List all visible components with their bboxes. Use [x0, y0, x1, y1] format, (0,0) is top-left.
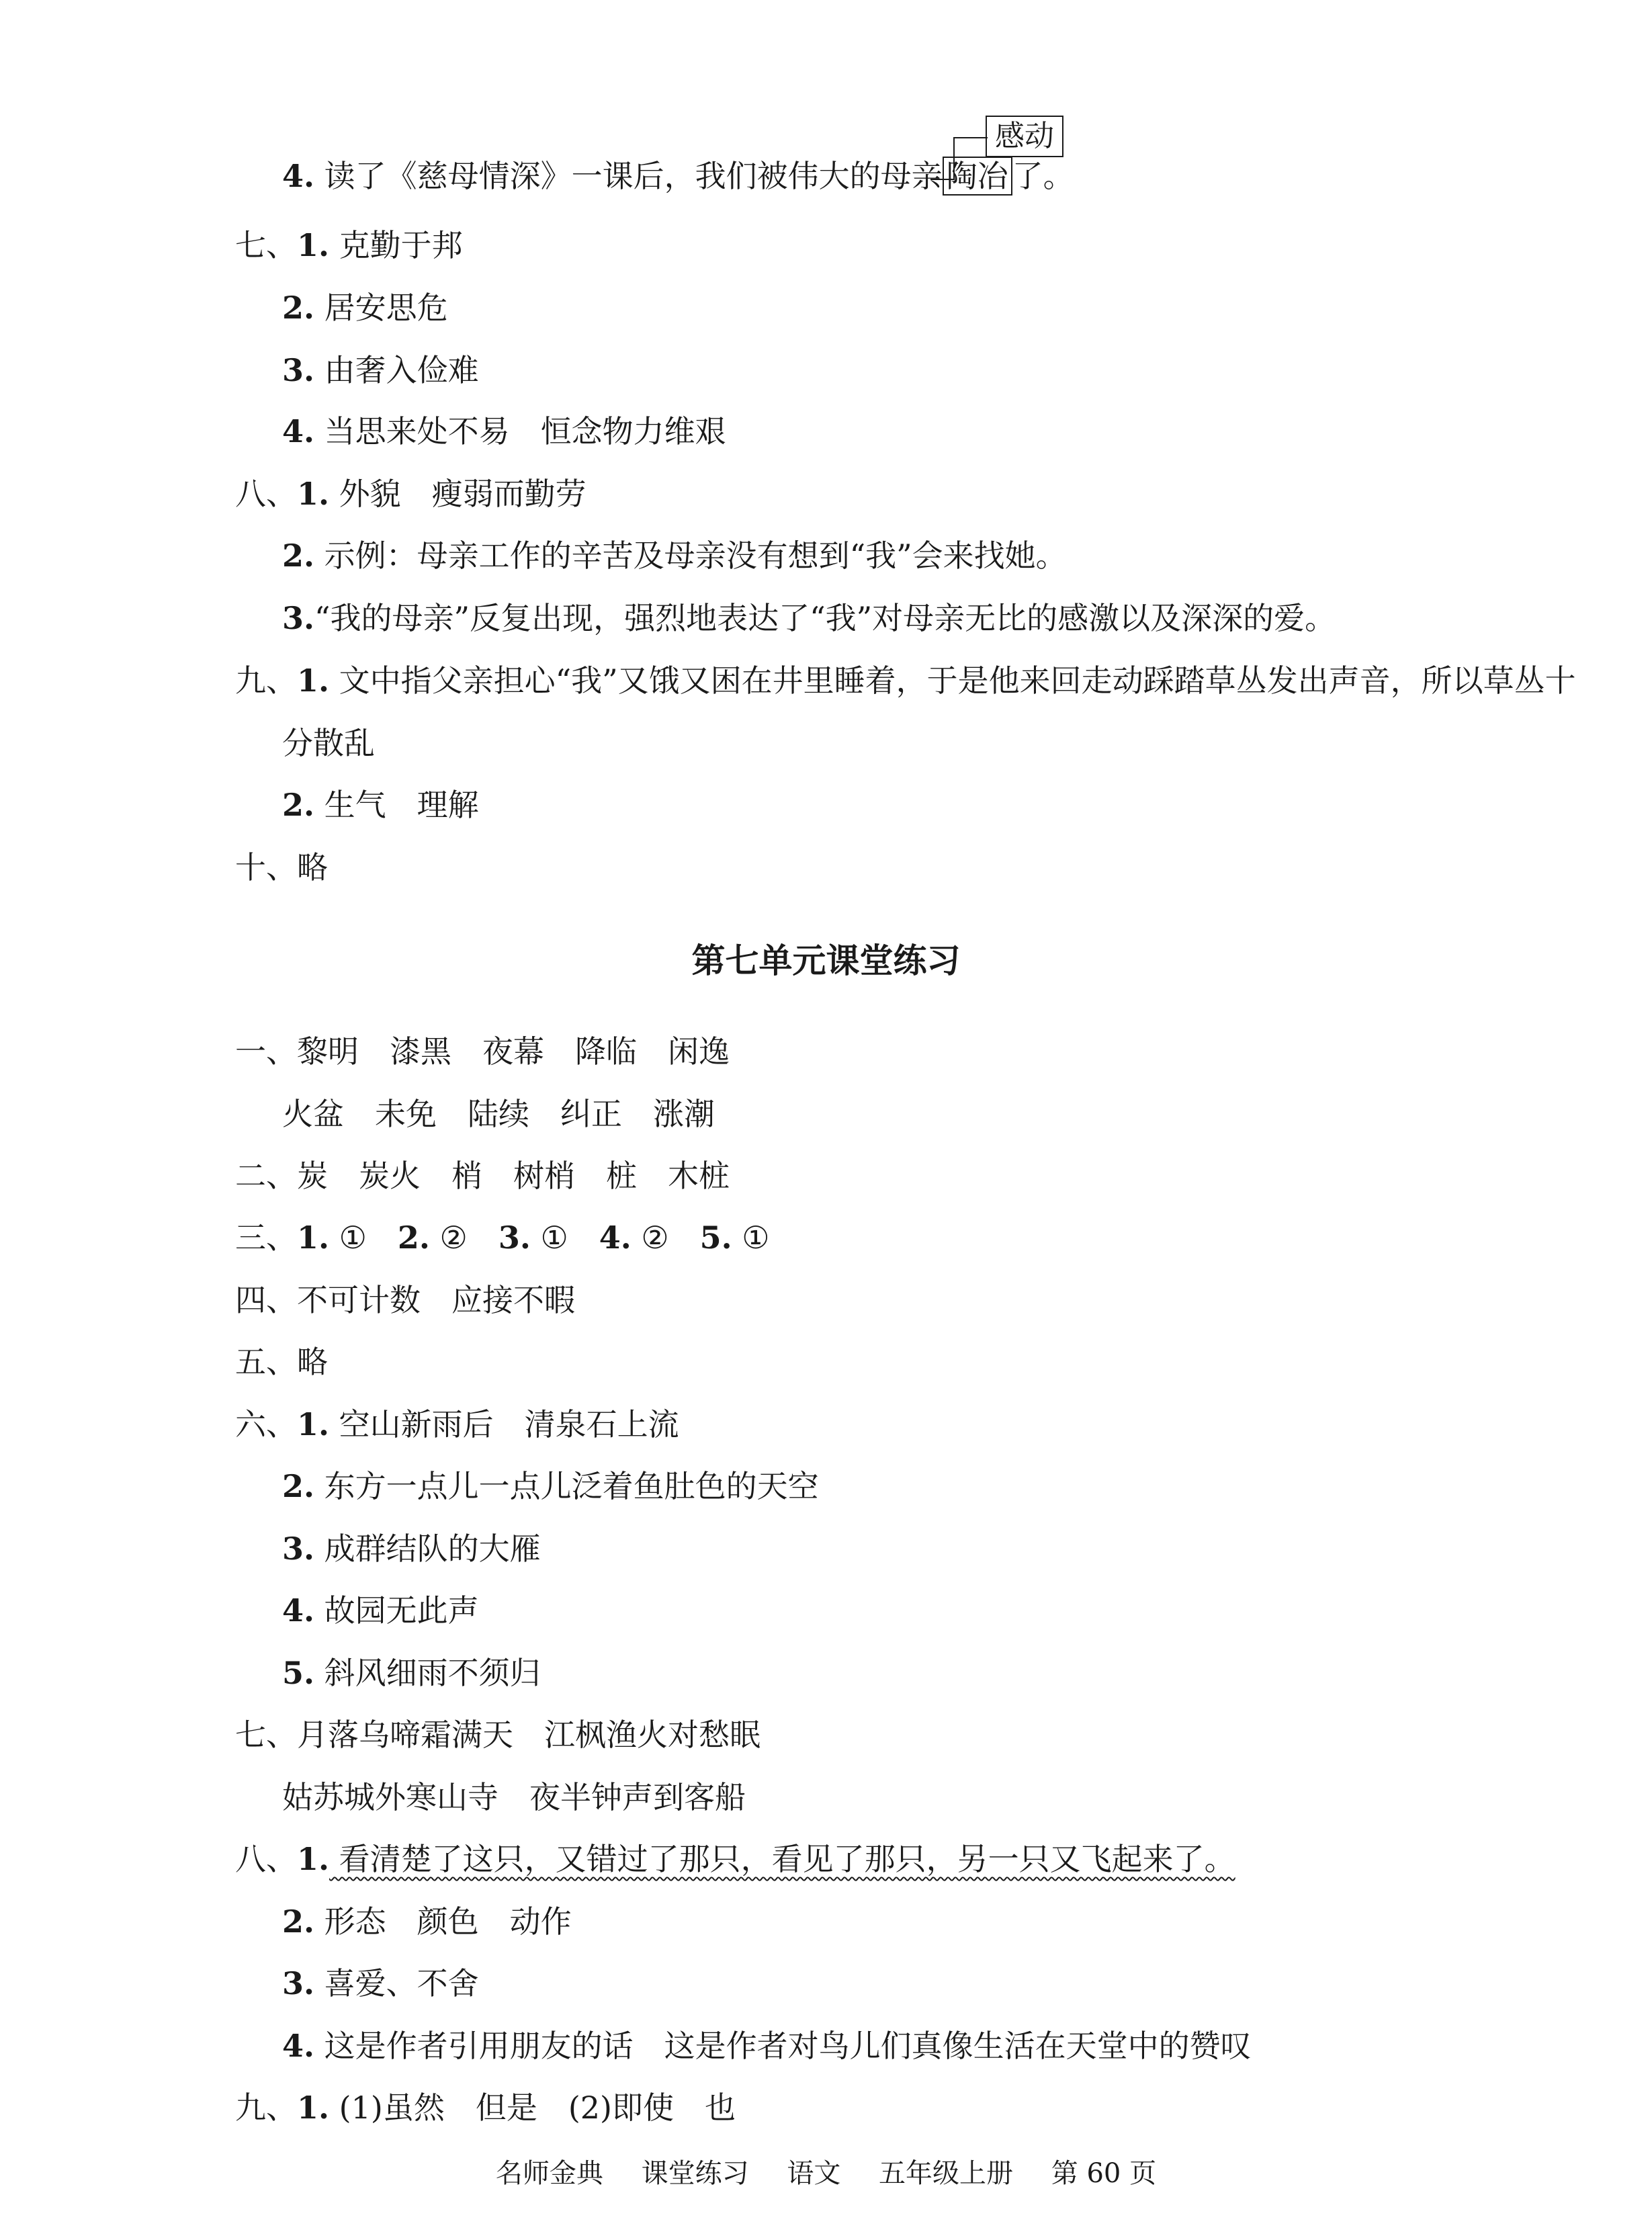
answer-text: 形态 颜色 动作 [314, 1903, 572, 1940]
u-answer-8-3 [282, 1963, 479, 2004]
answer-text: ① [530, 1219, 599, 1256]
answer-8-3 [282, 598, 1336, 638]
answer-text: 成群结队的大雁 [314, 1531, 541, 1567]
section-head: 七、 [235, 227, 297, 263]
answer-9-1-cont: 分散乱 [282, 725, 375, 761]
answer-text: ② [429, 1219, 498, 1256]
answer-6-4 [282, 156, 1074, 196]
answer-7-2 [282, 288, 448, 328]
u-answer-7-line2: 姑苏城外寒山寺 夜半钟声到客船 [282, 1779, 746, 1815]
item-number: 2. [282, 537, 315, 574]
footer-publisher: 名师金典 [495, 2158, 603, 2189]
u-answer-9-1 [235, 2088, 736, 2128]
footer-page-number: 第 60 页 [1051, 2158, 1157, 2189]
wavy-underlined-sentence: 看清楚了这只，又错过了那只，看见了那只，另一只又飞起来了。 [329, 1841, 1235, 1877]
answer-text: 生气 理解 [314, 787, 479, 823]
footer-grade: 五年级上册 [879, 2158, 1014, 2189]
answer-text: 了。 [1012, 158, 1074, 194]
answer-text: 文中指父亲担心“我”又饿又困在井里睡着，于是他来回走动踩踏草丛发出声音，所以草丛十 [329, 662, 1576, 699]
answer-text: (1)虽然 但是 (2)即使 也 [329, 2090, 736, 2126]
u-answer-7-line1: 七、月落乌啼霜满天 江枫渔火对愁眠 [235, 1717, 760, 1753]
u-answer-6-2 [282, 1466, 819, 1506]
answer-text: ① [732, 1219, 770, 1256]
item-number: 5. [699, 1219, 732, 1256]
u-answer-2: 二、炭 炭火 梢 树梢 桩 木桩 [235, 1158, 730, 1194]
item-number: 1. [297, 227, 330, 263]
answer-text: 东方一点儿一点儿泛着鱼肚色的天空 [314, 1468, 819, 1504]
answer-text: 喜爱、不舍 [314, 1965, 479, 2002]
item-number: 3. [282, 1965, 315, 2002]
answer-9-1 [235, 660, 1576, 701]
item-number: 2. [282, 787, 315, 823]
item-number: 1. [297, 662, 330, 699]
item-number: 3. [498, 1219, 531, 1256]
footer-subject: 语文 [787, 2158, 841, 2189]
item-number: 5. [282, 1655, 315, 1691]
answer-text: 示例：母亲工作的辛苦及母亲没有想到“我”会来找她。 [314, 537, 1067, 574]
answer-text: 当思来处不易 恒念物力维艰 [314, 413, 726, 449]
item-number: 1. [297, 1406, 330, 1443]
u-answer-6-1 [235, 1404, 679, 1445]
item-number: 3. [282, 1531, 315, 1567]
section-head: 九、 [235, 662, 297, 699]
item-number: 1. [297, 1841, 330, 1877]
answer-text: 故园无此声 [314, 1592, 479, 1629]
item-number: 1. [297, 2090, 330, 2126]
answer-text: 克勤于邦 [329, 227, 463, 263]
correction-callout: 感动 [986, 116, 1063, 157]
answer-7-1 [235, 225, 463, 265]
item-number: 4. [282, 413, 315, 449]
section-head: 八、 [235, 476, 297, 512]
boxed-word: 陶冶 [943, 157, 1012, 196]
section-head: 六、 [235, 1406, 297, 1443]
item-number: 3. [282, 600, 315, 636]
section-head: 三、 [235, 1219, 297, 1256]
answer-7-4 [282, 411, 726, 451]
u-answer-8-2 [282, 1901, 572, 1942]
unit-title: 第七单元课堂练习 [691, 941, 961, 980]
item-number: 1. [297, 1219, 330, 1256]
u-answer-8-4 [282, 2026, 1252, 2066]
item-number: 2. [282, 1468, 315, 1504]
answer-8-1 [235, 474, 586, 514]
u-answer-4: 四、不可计数 应接不暇 [235, 1282, 575, 1318]
answer-text: 由奢入俭难 [314, 352, 479, 388]
item-number: 1. [297, 476, 330, 512]
answer-text: ② [631, 1219, 700, 1256]
u-answer-6-4 [282, 1590, 479, 1631]
item-number: 3. [282, 352, 315, 388]
answer-8-2 [282, 535, 1067, 576]
answer-text: 空山新雨后 清泉石上流 [329, 1406, 679, 1443]
u-answer-5: 五、略 [235, 1344, 328, 1380]
item-number: 4. [282, 1592, 315, 1629]
u-answer-6-5 [282, 1653, 541, 1693]
item-number: 4. [282, 158, 315, 194]
u-answer-1-line2: 火盆 未免 陆续 纠正 涨潮 [282, 1096, 715, 1132]
answer-10: 十、略 [235, 849, 328, 886]
u-answer-6-3 [282, 1529, 541, 1569]
page-footer [0, 2157, 1652, 2190]
answer-text: ① [329, 1219, 398, 1256]
footer-book: 课堂练习 [641, 2158, 749, 2189]
section-head: 八、 [235, 1841, 297, 1877]
answer-7-3 [282, 350, 479, 390]
answer-text: 外貌 瘦弱而勤劳 [329, 476, 586, 512]
section-head: 九、 [235, 2090, 297, 2126]
item-number: 2. [397, 1219, 430, 1256]
u-answer-3 [235, 1217, 770, 1258]
item-number: 2. [282, 1903, 315, 1940]
answer-text: “我的母亲”反复出现，强烈地表达了“我”对母亲无比的感激以及深深的爱。 [314, 600, 1336, 636]
u-answer-8-1 [235, 1839, 1235, 1879]
item-number: 4. [599, 1219, 632, 1256]
answer-9-2 [282, 785, 479, 825]
item-number: 4. [282, 2028, 315, 2064]
answer-text: 居安思危 [314, 290, 448, 326]
u-answer-1-line1: 一、黎明 漆黑 夜幕 降临 闲逸 [235, 1033, 730, 1070]
answer-text: 斜风细雨不须归 [314, 1655, 541, 1691]
answer-text: 读了《慈母情深》一课后，我们被伟大的母亲 [314, 158, 943, 194]
answer-text: 这是作者引用朋友的话 这是作者对鸟儿们真像生活在天堂中的赞叹 [314, 2028, 1252, 2064]
item-number: 2. [282, 290, 315, 326]
